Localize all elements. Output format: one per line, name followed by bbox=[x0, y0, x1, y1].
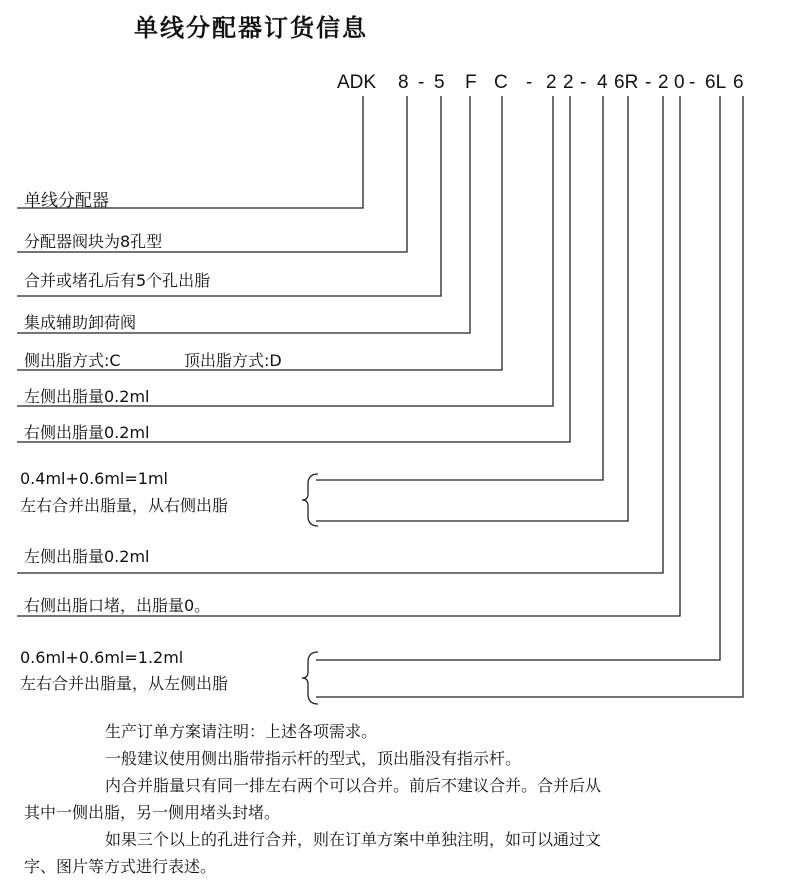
note-line-1: 生产订单方案请注明：上述各项需求。 bbox=[105, 722, 378, 741]
code-hole-count: 8 bbox=[398, 72, 409, 93]
connector-unload-valve bbox=[17, 96, 470, 333]
label-outlet-count: 合并或堵孔后有5个孔出脂 bbox=[24, 271, 211, 290]
code-unload-valve: F bbox=[465, 72, 477, 93]
code-left-volume-2: 2 bbox=[658, 72, 669, 93]
code-outlet-style: C bbox=[494, 72, 508, 93]
label-top-outlet: 顶出脂方式:D bbox=[184, 351, 282, 370]
code-dash: - bbox=[689, 72, 696, 93]
note-line-5: 如果三个以上的孔进行合并，则在订单方案中单独注明，如可以通过文 bbox=[105, 830, 602, 849]
code-dash: - bbox=[580, 72, 587, 93]
brace-left-merge bbox=[302, 652, 318, 704]
label-distributor: 单线分配器 bbox=[24, 191, 109, 211]
brace-right-merge bbox=[302, 474, 318, 526]
code-merge-volume-2: 6 bbox=[733, 72, 744, 93]
label-unload-valve: 集成辅助卸荷阀 bbox=[24, 313, 137, 332]
note-line-2: 一般建议使用侧出脂带指示杆的型式，顶出脂没有指示杆。 bbox=[105, 749, 522, 768]
label-right-plugged: 右侧出脂口堵，出脂量0。 bbox=[24, 596, 211, 615]
label-merge-formula-2: 0.6ml+0.6ml=1.2ml bbox=[20, 648, 184, 667]
connector-merge-right bbox=[316, 96, 603, 480]
label-left-volume: 左侧出脂量0.2ml bbox=[24, 387, 150, 406]
label-merge-right: 左右合并出脂量，从右侧出脂 bbox=[20, 496, 229, 515]
code-dash: - bbox=[645, 72, 652, 93]
note-line-6: 字、图片等方式进行表述。 bbox=[24, 857, 217, 876]
label-left-volume-2: 左侧出脂量0.2ml bbox=[24, 547, 150, 566]
code-left-volume: 2 bbox=[546, 72, 557, 93]
label-merge-formula: 0.4ml+0.6ml=1ml bbox=[20, 469, 168, 488]
code-dash: - bbox=[418, 72, 425, 93]
connector-merge-left bbox=[316, 96, 720, 660]
connector-merge-left-2 bbox=[316, 96, 743, 697]
code-prefix: ADK bbox=[337, 72, 377, 93]
code-dash: - bbox=[526, 72, 533, 93]
code-right-plugged: 0 bbox=[674, 72, 685, 93]
note-line-4: 其中一侧出脂，另一侧用堵头封堵。 bbox=[24, 803, 281, 822]
label-merge-left: 左右合并出脂量，从左侧出脂 bbox=[20, 674, 229, 693]
code-merge-volume: 4 bbox=[597, 72, 608, 93]
page-title: 单线分配器订货信息 bbox=[134, 14, 368, 42]
label-side-outlet: 侧出脂方式:C bbox=[24, 351, 121, 370]
label-right-volume: 右侧出脂量0.2ml bbox=[24, 423, 150, 442]
note-line-3: 内合并脂量只有同一排左右两个可以合并。前后不建议合并。合并后从 bbox=[105, 776, 602, 795]
code-outlet-count: 5 bbox=[434, 72, 445, 93]
code-merge-left: 6L bbox=[705, 72, 727, 93]
code-merge-right: 6R bbox=[614, 72, 639, 93]
label-block-type: 分配器阀块为8孔型 bbox=[24, 232, 163, 251]
code-right-volume: 2 bbox=[563, 72, 574, 93]
